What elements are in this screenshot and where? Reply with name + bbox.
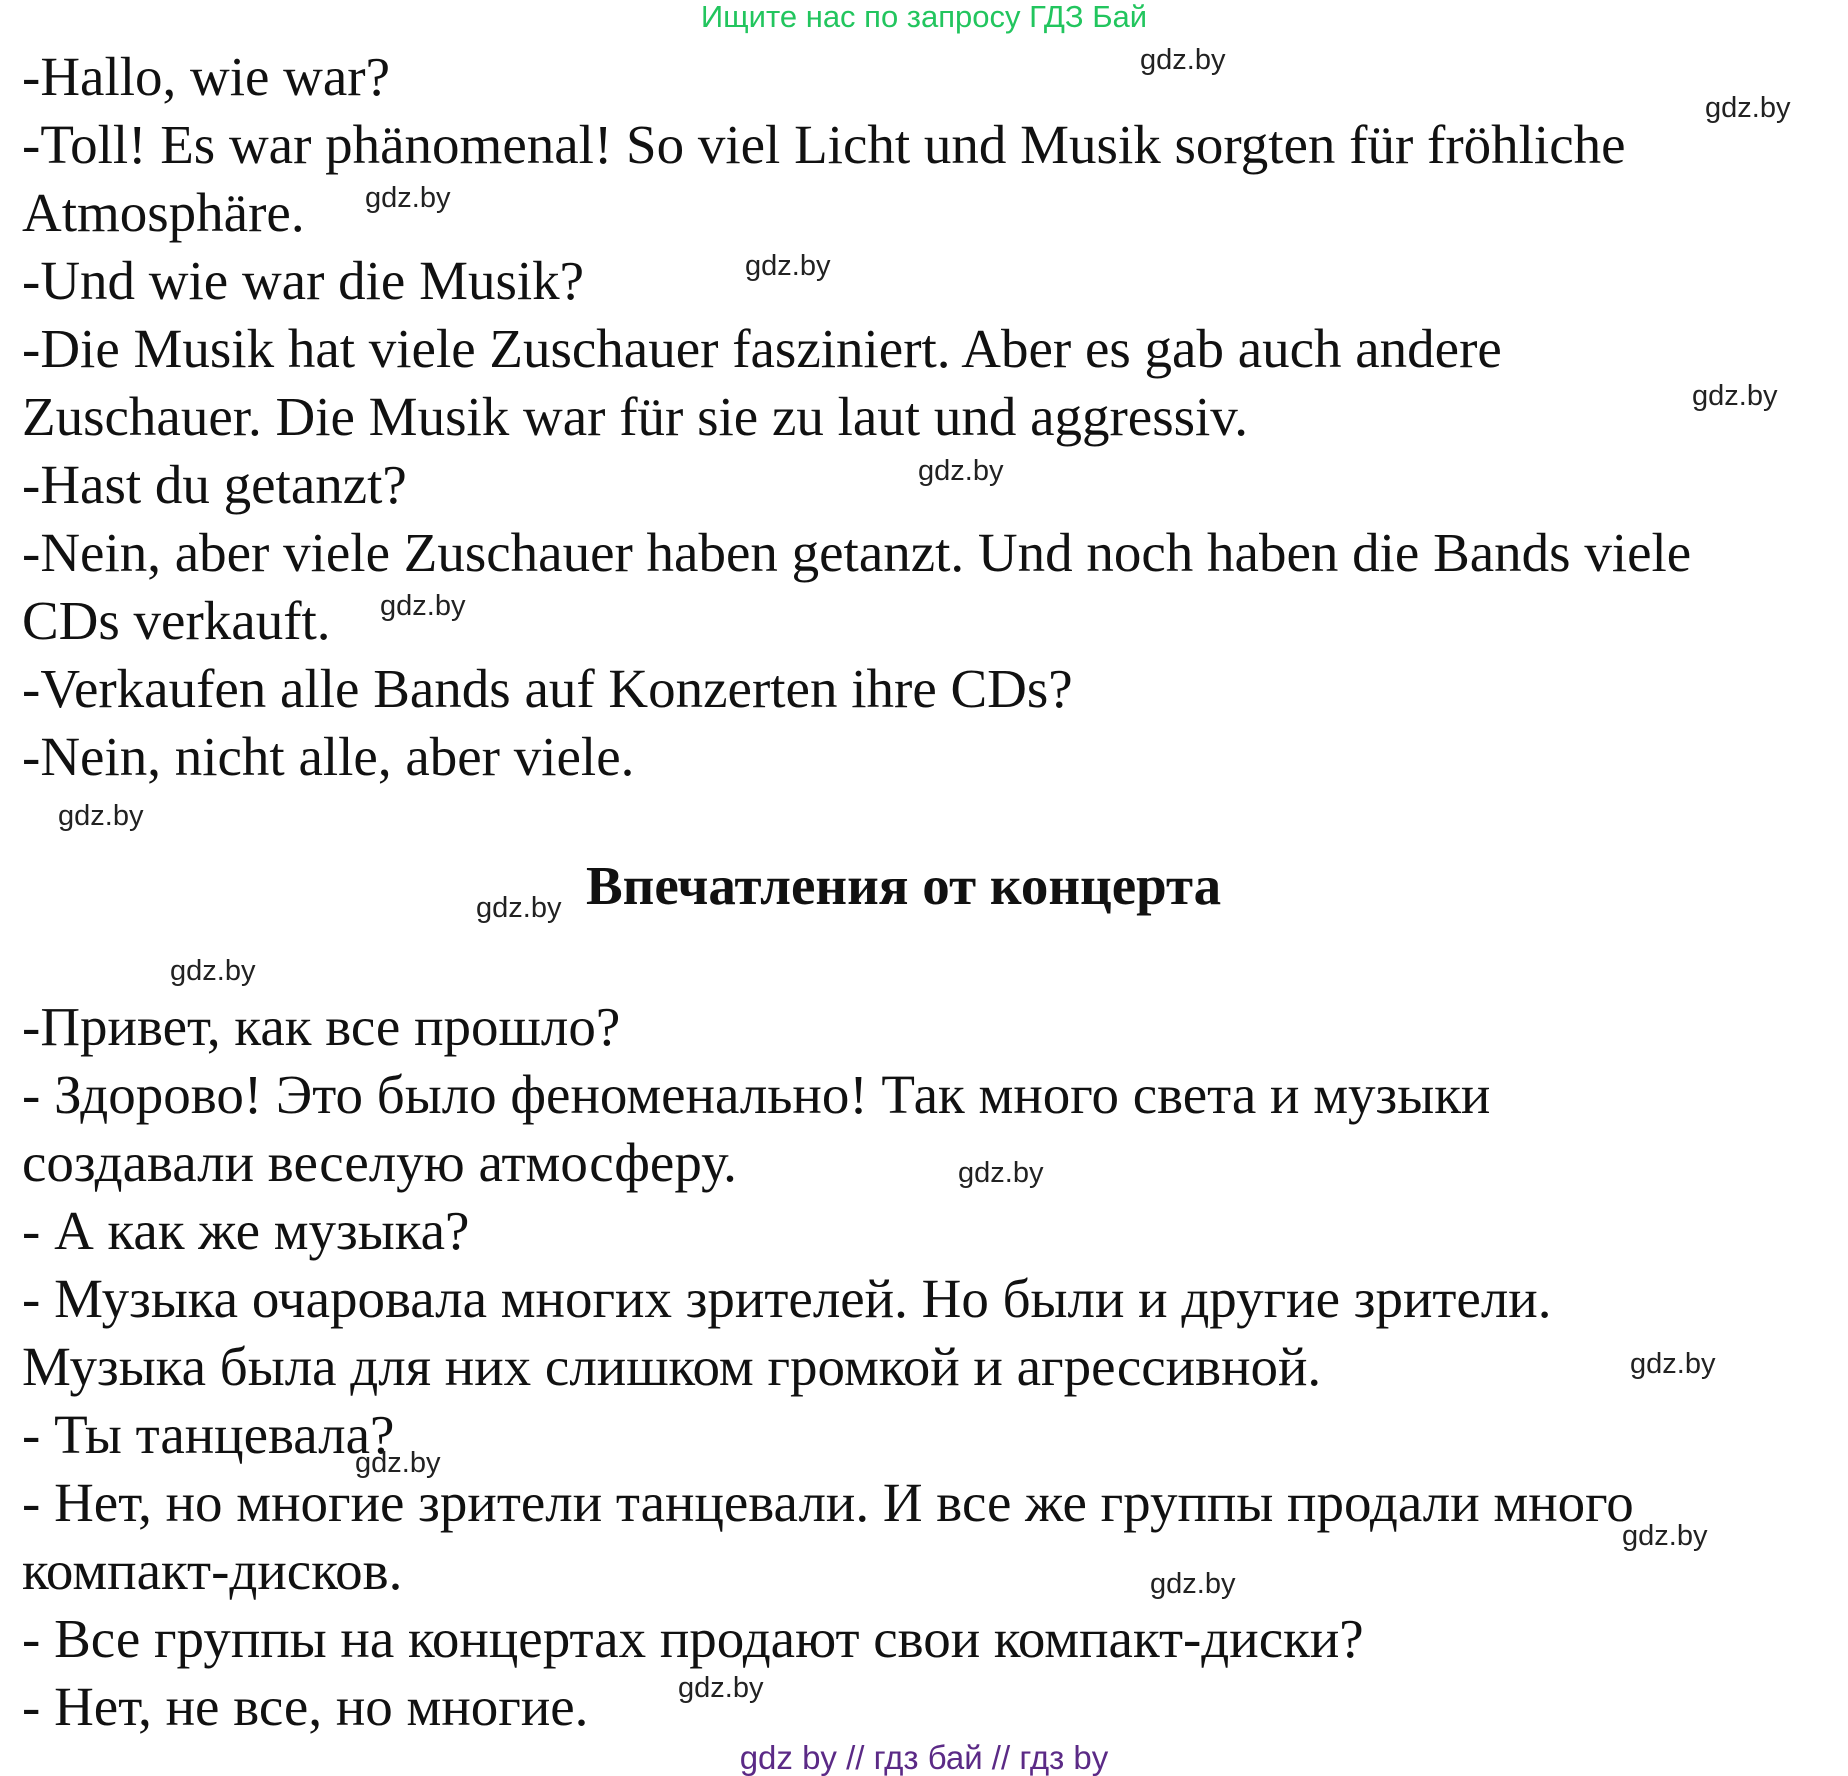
german-line-2: -Toll! Es war phänomenal! So viel Licht und Musik sorgten für fröhliche <box>22 114 1626 175</box>
section-heading: Впечатления от концерта <box>586 855 1222 916</box>
top-banner: Ищите нас по запросу ГДЗ Бай <box>700 0 1148 34</box>
watermark: gdz.by <box>745 250 831 282</box>
german-line-10: -Verkaufen alle Bands auf Konzerten ihre CDs? <box>22 658 1073 719</box>
watermark: gdz.by <box>476 892 562 924</box>
german-line-9: CDs verkauft. <box>22 590 331 651</box>
german-line-5: -Die Musik hat viele Zuschauer fasziniert. Aber es gab auch andere <box>22 318 1502 379</box>
watermark: gdz.by <box>678 1672 764 1704</box>
watermark: gdz.by <box>918 455 1004 487</box>
russian-line-9: компакт-дисков. <box>22 1540 403 1601</box>
russian-line-10: - Все группы на концертах продают свои компакт-диски? <box>22 1608 1364 1669</box>
russian-line-3: создавали веселую атмосферу. <box>22 1132 737 1193</box>
watermark: gdz.by <box>1622 1520 1708 1552</box>
watermark: gdz.by <box>1705 92 1791 124</box>
russian-line-4: - А как же музыка? <box>22 1200 470 1261</box>
german-line-4: -Und wie war die Musik? <box>22 250 585 311</box>
watermark: gdz.by <box>170 955 256 987</box>
german-line-6: Zuschauer. Die Musik war für sie zu laut und aggressiv. <box>22 386 1248 447</box>
german-line-11: -Nein, nicht alle, aber viele. <box>22 726 635 787</box>
watermark: gdz.by <box>1140 44 1226 76</box>
footer: gdz by // гдз бай // гдз by <box>739 1739 1109 1776</box>
watermark: gdz.by <box>365 182 451 214</box>
russian-line-7: - Ты танцевала? <box>22 1404 395 1465</box>
watermark: gdz.by <box>958 1157 1044 1189</box>
russian-line-1: -Привет, как все прошло? <box>22 996 621 1057</box>
watermark: gdz.by <box>355 1447 441 1479</box>
watermark: gdz.by <box>58 800 144 832</box>
german-line-8: -Nein, aber viele Zuschauer haben getanzt. Und noch haben die Bands viele <box>22 522 1692 583</box>
russian-line-5: - Музыка очаровала многих зрителей. Но были и другие зрители. <box>22 1268 1552 1329</box>
german-line-7: -Hast du getanzt? <box>22 454 407 515</box>
russian-line-2: - Здорово! Это было феноменально! Так много света и музыки <box>22 1064 1491 1125</box>
german-line-1: -Hallo, wie war? <box>22 46 391 107</box>
watermark: gdz.by <box>1150 1568 1236 1600</box>
watermark: gdz.by <box>1630 1348 1716 1380</box>
german-line-3: Atmosphäre. <box>22 182 305 243</box>
russian-line-11: - Нет, не все, но многие. <box>22 1676 589 1737</box>
russian-line-8: - Нет, но многие зрители танцевали. И все же группы продали много <box>22 1472 1634 1533</box>
watermark: gdz.by <box>380 590 466 622</box>
watermark: gdz.by <box>1692 380 1778 412</box>
russian-line-6: Музыка была для них слишком громкой и агрессивной. <box>22 1336 1322 1397</box>
